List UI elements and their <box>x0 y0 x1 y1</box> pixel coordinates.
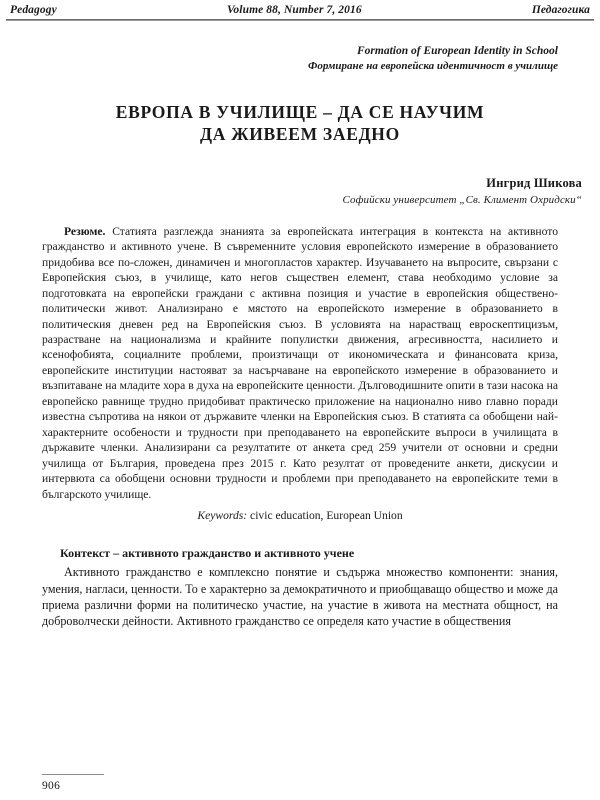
keywords-line <box>42 508 558 524</box>
keywords-value: civic education, European Union <box>247 509 403 523</box>
author-block <box>42 176 582 206</box>
keywords-label: Keywords: <box>197 509 248 523</box>
abstract-paragraph <box>42 224 558 502</box>
abstract-label: Резюме. <box>64 224 106 238</box>
page-number: 906 <box>42 780 61 792</box>
header-divider-rule <box>6 19 594 21</box>
kicker-english: Formation of European Identity in School <box>357 45 558 57</box>
author-affiliation: Софийски университет „Св. Климент Охридски“ <box>342 193 582 206</box>
abstract-text: Статията разглежда знанията за европейската интеграция в контекста на активното гражданство и активното учене. В съвременните условия европейското измерение в образованието придобива все по-сложен, динамичен и многопластов характер. Изучаването на въпросите, свързани с Европейския съюз, в училище, като негов съществен елемент, става необходимо условие за подготовката на европейски граждани с активна позиция и участие в европейския обществено-политически живот. Анализирано е мястото на европейското измерение в образованието в политическия дневен ред на Европейския съюз. В условията на нарастващ евроскептицизъм, разрастване на национализма и крайните популистки движения, агресивността, насилието и ксенофобията, социалните проблеми, произтичащи от икономическата и финансовата криза, европейските институции настояват за насърчаване на европейското измерение в образованието и възпитаване на младите хора в духа на европейските ценности. Дълговодишните опити в тази насока на европейско равнище трудно придобиват практическо приложение на национално ниво главно поради известна съпротива на някои от държавите членки на Европейския съюз. В статията са обобщени най-характерните особености и трудности при преподаването на европейските въпроси в училищата в държавите членки. Анализирани са резултатите от анкета сред 259 учители от основни и средни училища от България, проведена през 2015 г. Като резултат от проведените анкети, дискусии и интервюта са обобщени основни трудности и проблеми при преподаването на европейските теми в българското училище. <box>42 224 558 501</box>
running-head-journal-en: Pedagogy <box>10 4 57 16</box>
running-head <box>0 0 600 19</box>
title-line-1: ЕВРОПА В УЧИЛИЩЕ – ДА СЕ НАУЧИМ <box>115 101 485 122</box>
running-head-volume-issue: Volume 88, Number 7, 2016 <box>226 4 362 16</box>
title-line-2: ДА ЖИВЕЕМ ЗАЕДНО <box>200 124 400 145</box>
body-paragraph: Активното гражданство е комплексно понятие и съдържа множество компоненти: знания, умения, нагласи, ценности. То е характерно за демократичното и приобщаващо общество и може да приема различни форми на политическо участие, на участие в живота на местната общност, на доброволчески дейности. Активното гражданство се определя като участие в обществения <box>42 565 558 628</box>
footnote-separator-rule <box>42 774 104 775</box>
running-head-journal-bg: Педагогика <box>531 4 590 16</box>
article-kicker <box>42 43 558 75</box>
page-title <box>56 101 544 146</box>
author-name: Ингрид Шикова <box>486 175 582 190</box>
page-footer <box>42 774 562 792</box>
section-heading: Контекст – активното гражданство и активното учене <box>60 545 355 560</box>
kicker-bulgarian: Формиране на европейска идентичност в училище <box>308 60 558 73</box>
